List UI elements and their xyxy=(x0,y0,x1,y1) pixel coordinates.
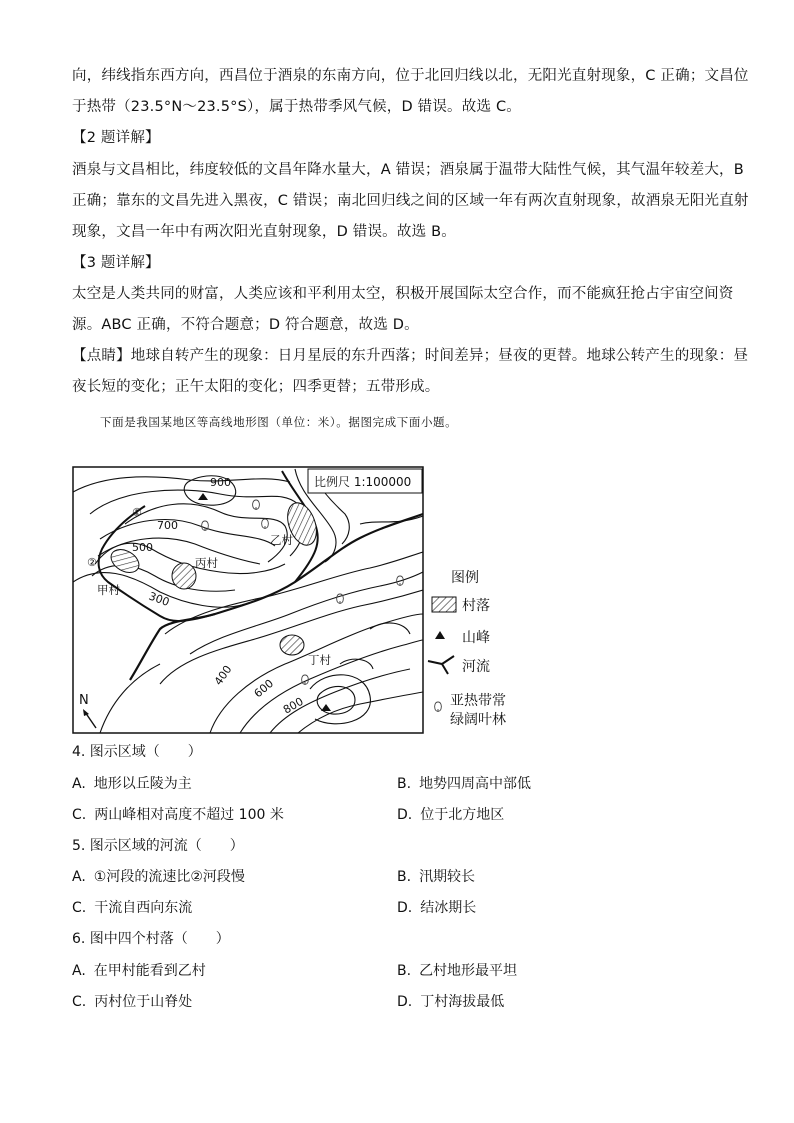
legend-title: 图例 xyxy=(451,570,479,586)
explanation-line: 酒泉与文昌相比，纬度较低的文昌年降水量大，A 错误；酒泉属于温带大陆性气候，其气温年较差大，B xyxy=(72,162,744,178)
village-label: 乙村 xyxy=(270,533,293,547)
option-b[interactable]: B. 乙村地形最平坦 xyxy=(397,963,518,979)
village-ding xyxy=(280,635,304,655)
option-d[interactable]: D. 丁村海拔最低 xyxy=(397,994,505,1010)
contour-label: 500 xyxy=(132,541,153,554)
option-d[interactable]: D. 位于北方地区 xyxy=(397,807,505,823)
option-d[interactable]: D. 结冰期长 xyxy=(397,900,477,916)
contour-label: 600 xyxy=(251,676,277,701)
contour-map xyxy=(70,464,530,734)
contour-label: 800 xyxy=(281,694,306,717)
option-a[interactable]: A. ①河段的流速比②河段慢 xyxy=(72,869,245,885)
option-a[interactable]: A. 在甲村能看到乙村 xyxy=(72,963,206,979)
legend-forest-label-1: 亚热带常 xyxy=(450,693,506,709)
legend-village-label: 村落 xyxy=(462,598,490,614)
explanation-line: 向，纬线指东西方向，西昌位于酒泉的东南方向，位于北回归线以北，无阳光直射现象，C 正确；文昌位 xyxy=(72,68,749,84)
legend-village-swatch xyxy=(432,597,456,612)
explanation-line: 太空是人类共同的财富，人类应该和平利用太空，积极开展国际太空合作，而不能疯狂抢占宇宙空间资 xyxy=(72,286,734,302)
option-c[interactable]: C. 丙村位于山脊处 xyxy=(72,994,193,1010)
section-heading: 【3 题详解】 xyxy=(72,255,160,271)
contour-label: 900 xyxy=(210,476,231,489)
question-stem: 4. 图示区域（ ） xyxy=(72,744,202,760)
segment-marker-2: ② xyxy=(87,556,97,569)
contour-label: 700 xyxy=(157,519,178,532)
legend-peak-icon xyxy=(435,631,445,639)
option-c[interactable]: C. 干流自西向东流 xyxy=(72,900,193,916)
legend-forest-label-2: 绿阔叶林 xyxy=(450,712,506,728)
village-label: 丙村 xyxy=(195,556,218,570)
village-bing xyxy=(172,563,196,589)
village-label: 甲村 xyxy=(97,583,120,597)
legend-forest-icon xyxy=(435,702,442,712)
contour-label: 400 xyxy=(211,663,235,688)
legend-river-icon xyxy=(428,656,454,674)
figure-caption: 下面是我国某地区等高线地形图（单位：米）。据图完成下面小题。 xyxy=(100,415,458,429)
explanation-line: 于热带（23.5°N～23.5°S），属于热带季风气候，D 错误。故选 C。 xyxy=(72,99,521,115)
village-label: 丁村 xyxy=(308,653,331,667)
question-stem: 6. 图中四个村落（ ） xyxy=(72,931,230,947)
explanation-line: 正确；靠东的文昌先进入黑夜，C 错误；南北回归线之间的区域一年有两次直射现象，故酒泉无阳光直射 xyxy=(72,193,749,209)
map-frame xyxy=(73,467,423,733)
legend-river-label: 河流 xyxy=(462,659,490,675)
option-c[interactable]: C. 两山峰相对高度不超过 100 米 xyxy=(72,807,284,823)
tip-line: 【点睛】地球自转产生的现象：日月星辰的东升西落；时间差异；昼夜的更替。地球公转产生的现象：昼 xyxy=(72,348,749,364)
question-stem: 5. 图示区域的河流（ ） xyxy=(72,838,244,854)
explanation-line: 源。ABC 正确，不符合题意；D 符合题意，故选 D。 xyxy=(72,317,419,333)
segment-marker-1: ① xyxy=(132,506,142,519)
tip-line: 夜长短的变化；正午太阳的变化；四季更替；五带形成。 xyxy=(72,379,440,395)
option-b[interactable]: B. 地势四周高中部低 xyxy=(397,776,532,792)
scale-label: 比例尺 1:100000 xyxy=(314,475,412,489)
legend-peak-label: 山峰 xyxy=(462,630,490,646)
contour-label: 300 xyxy=(146,589,172,610)
explanation-line: 现象，文昌一年中有两次阳光直射现象，D 错误。故选 B。 xyxy=(72,224,456,240)
option-a[interactable]: A. 地形以丘陵为主 xyxy=(72,776,192,792)
option-b[interactable]: B. 汛期较长 xyxy=(397,869,476,885)
north-label: N xyxy=(79,693,89,708)
section-heading: 【2 题详解】 xyxy=(72,130,160,146)
